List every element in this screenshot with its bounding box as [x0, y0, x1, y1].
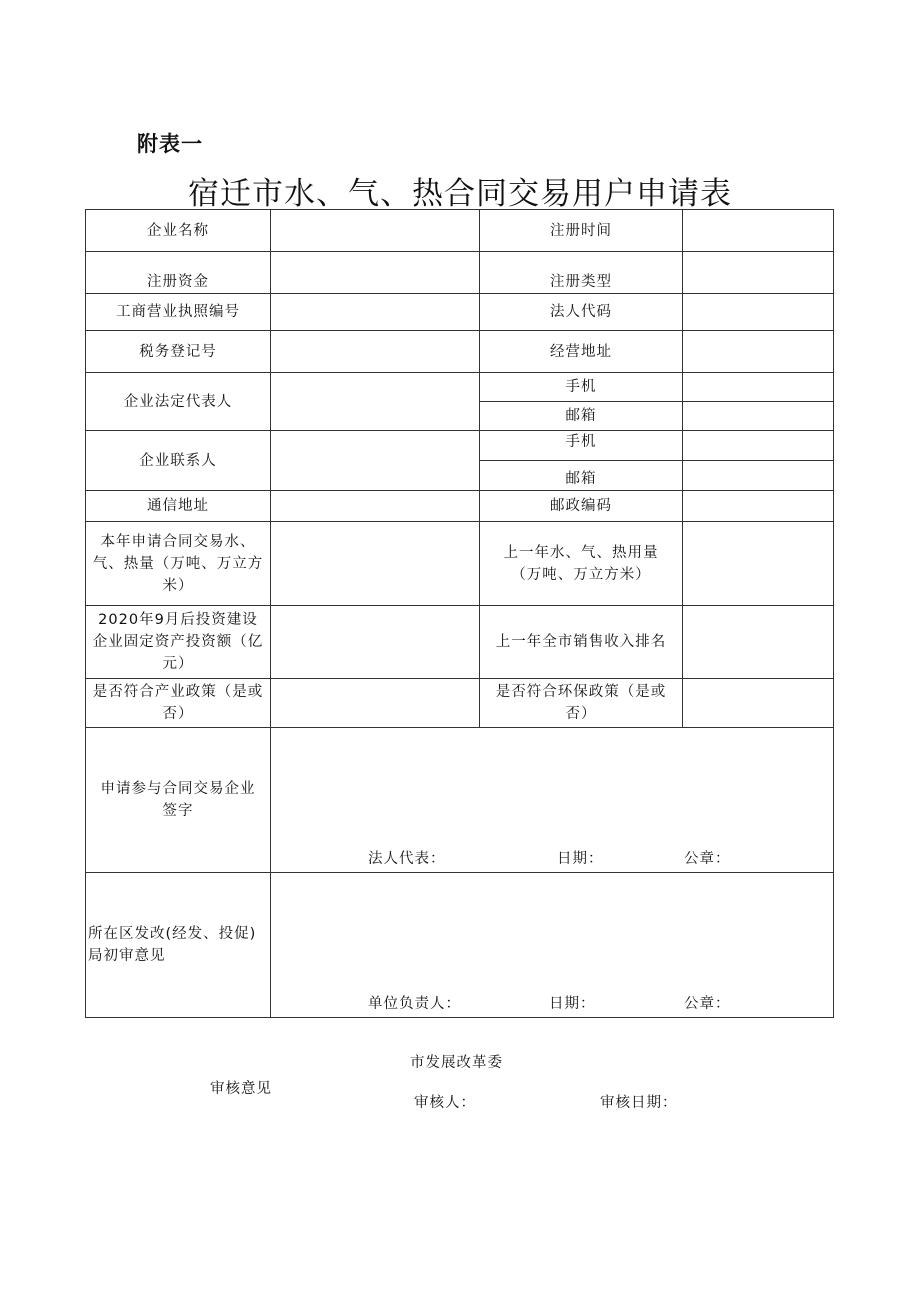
field-legal-rep[interactable]	[271, 373, 480, 431]
field-mail-address[interactable]	[271, 491, 480, 522]
label-industry-policy: 是否符合产业政策（是或否）	[86, 679, 271, 728]
field-industry-policy[interactable]	[271, 679, 480, 728]
field-register-time[interactable]	[683, 210, 834, 252]
field-sales-rank[interactable]	[683, 606, 834, 679]
label-company-sign: 申请参与合同交易企业签字	[86, 728, 271, 873]
review-opinion-label: 审核意见	[210, 1081, 272, 1097]
review-organization: 市发展改革委	[410, 1055, 503, 1071]
label-investment: 2020年9月后投资建设企业固定资产投资额（亿元）	[86, 606, 271, 679]
label-register-type: 注册类型	[480, 252, 683, 294]
attachment-label: 附表一	[137, 132, 203, 156]
district-opinion-area[interactable]	[271, 873, 834, 1018]
label-mail-address: 通信地址	[86, 491, 271, 522]
review-date-label: 审核日期：	[600, 1095, 678, 1111]
field-legal-rep-phone[interactable]	[683, 373, 834, 402]
label-district-opinion: 所在区发改(经发、投促)局初审意见	[86, 873, 271, 1018]
label-register-capital: 注册资金	[86, 252, 271, 294]
reviewer-label: 审核人：	[414, 1095, 476, 1111]
label-contact-phone: 手机	[480, 431, 683, 461]
field-license-no[interactable]	[271, 294, 480, 331]
field-last-year-volume[interactable]	[683, 522, 834, 606]
label-register-time: 注册时间	[480, 210, 683, 252]
label-tax-no: 税务登记号	[86, 331, 271, 373]
district-date-label: 日期：	[549, 996, 596, 1012]
field-apply-volume[interactable]	[271, 522, 480, 606]
label-legal-rep-email: 邮箱	[480, 402, 683, 431]
field-contact-phone[interactable]	[683, 431, 834, 461]
form-title: 宿迁市水、气、热合同交易用户申请表	[188, 176, 732, 212]
label-company-name: 企业名称	[86, 210, 271, 252]
label-env-policy: 是否符合环保政策（是或否）	[480, 679, 683, 728]
label-license-no: 工商营业执照编号	[86, 294, 271, 331]
unit-head-label: 单位负责人：	[368, 996, 461, 1012]
field-postcode[interactable]	[683, 491, 834, 522]
field-contact-email[interactable]	[683, 461, 834, 491]
field-company-name[interactable]	[271, 210, 480, 252]
field-business-address[interactable]	[683, 331, 834, 373]
field-register-capital[interactable]	[271, 252, 480, 294]
company-sign-area[interactable]	[271, 728, 834, 873]
label-contact-email: 邮箱	[480, 461, 683, 491]
label-postcode: 邮政编码	[480, 491, 683, 522]
field-legal-code[interactable]	[683, 294, 834, 331]
application-form	[85, 209, 834, 1018]
label-legal-code: 法人代码	[480, 294, 683, 331]
label-legal-rep-phone: 手机	[480, 373, 683, 402]
district-seal-label: 公章：	[684, 996, 731, 1012]
field-register-type[interactable]	[683, 252, 834, 294]
label-contact: 企业联系人	[86, 431, 271, 491]
label-sales-rank: 上一年全市销售收入排名	[480, 606, 683, 679]
company-seal-label: 公章：	[684, 851, 731, 867]
field-env-policy[interactable]	[683, 679, 834, 728]
label-last-year-volume: 上一年水、气、热用量（万吨、万立方米）	[480, 522, 683, 606]
field-tax-no[interactable]	[271, 331, 480, 373]
field-legal-rep-email[interactable]	[683, 402, 834, 431]
label-legal-rep: 企业法定代表人	[86, 373, 271, 431]
company-sign-date-label: 日期：	[557, 851, 604, 867]
field-investment[interactable]	[271, 606, 480, 679]
label-apply-volume: 本年申请合同交易水、气、热量（万吨、万立方米）	[86, 522, 271, 606]
label-business-address: 经营地址	[480, 331, 683, 373]
legal-rep-sign-label: 法人代表：	[368, 851, 446, 867]
field-contact[interactable]	[271, 431, 480, 491]
